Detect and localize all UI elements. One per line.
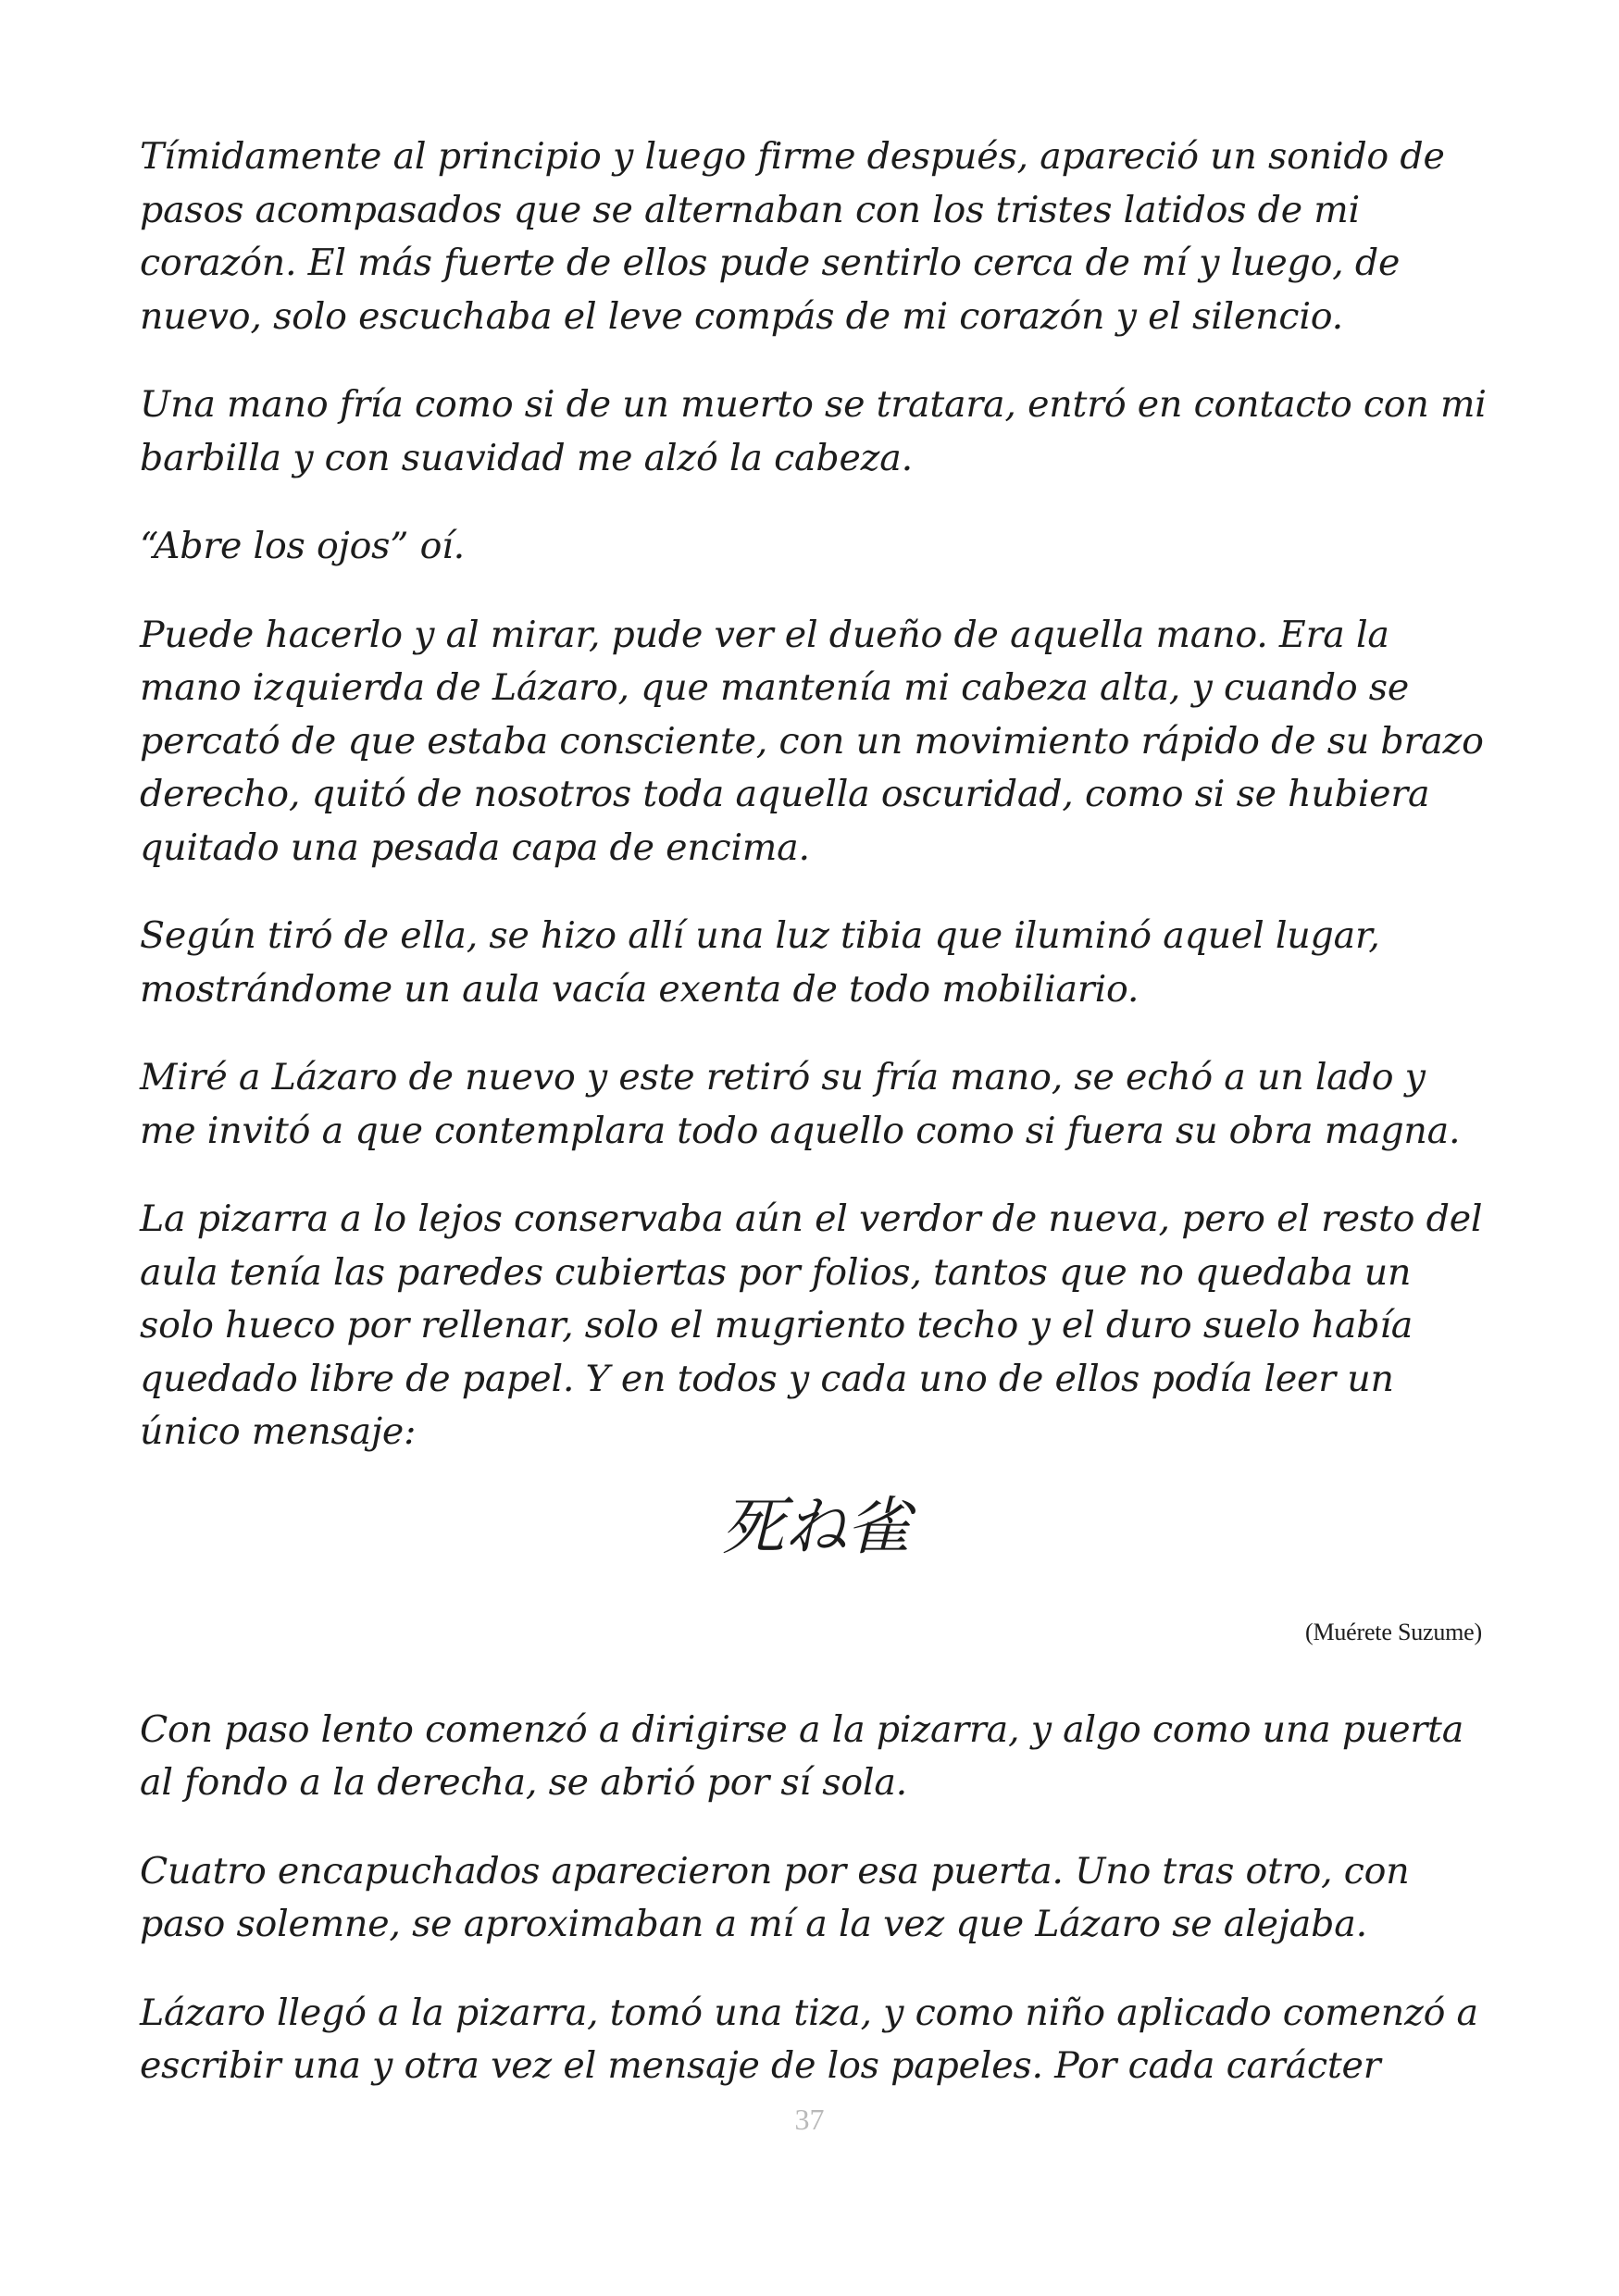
paragraph: Con paso lento comenzó a dirigirse a la pizarra, y algo como una puerta al fondo a la derecha, se abrió por sí sola. bbox=[140, 1707, 1464, 1804]
japanese-message-block bbox=[140, 1485, 1491, 1596]
paragraph: Según tiró de ella, se hizo allí una luz tibia que iluminó aquel lugar, mostrándome un aula vacía exenta de todo mobiliario. bbox=[140, 914, 1380, 1011]
page-body bbox=[140, 130, 1491, 2128]
paragraph: Miré a Lázaro de nuevo y este retiró su fría mano, se echó a un lado y me invitó a que contemplara todo aquello como si fuera su obra magna. bbox=[140, 1056, 1461, 1152]
paragraph: Lázaro llegó a la pizarra, tomó una tiza, y como niño aplicado comenzó a escribir una y otra vez el mensaje de los papeles. Por cada carácter bbox=[140, 1991, 1478, 2087]
page-number: 37 bbox=[794, 2103, 825, 2136]
japanese-message: 死ね雀 bbox=[721, 1490, 910, 1564]
paragraph: Una mano fría como si de un muerto se tratara, entró en contacto con mi barbilla y con suavidad me alzó la cabeza. bbox=[140, 383, 1487, 479]
paragraph: Cuatro encapuchados aparecieron por esa puerta. Uno tras otro, con paso solemne, se aproximaban a mí a la vez que Lázaro se alejaba. bbox=[140, 1849, 1410, 1945]
paragraph: “Abre los ojos” oí. bbox=[140, 525, 465, 567]
paragraph: Puede hacerlo y al mirar, pude ver el dueño de aquella mano. Era la mano izquierda de Lázaro, que mantenía mi cabeza alta, y cuando se percató de que estaba consciente, con un movimiento rápido de su brazo derecho, quitó de nosotros toda aquella oscuridad, como si se hubiera quitado una pesada capa de encima. bbox=[140, 613, 1484, 869]
translation-note: (Muérete Suzume) bbox=[1304, 1618, 1482, 1645]
paragraph: La pizarra a lo lejos conservaba aún el verdor de nueva, pero el resto del aula tenía las paredes cubiertas por folios, tantos que no quedaba un solo hueco por rellenar, solo el mugriento techo y el duro suelo había quedado libre de papel. Y en todos y cada uno de ellos podía leer un único mensaje: bbox=[140, 1198, 1483, 1453]
paragraph: Tímidamente al principio y luego firme después, apareció un sonido de pasos acompasados que se alternaban con los tristes latidos de mi corazón. El más fuerte de ellos pude sentirlo cerca de mí y luego, de nuevo, solo escuchaba el leve compás de mi corazón y el silencio. bbox=[140, 135, 1445, 338]
